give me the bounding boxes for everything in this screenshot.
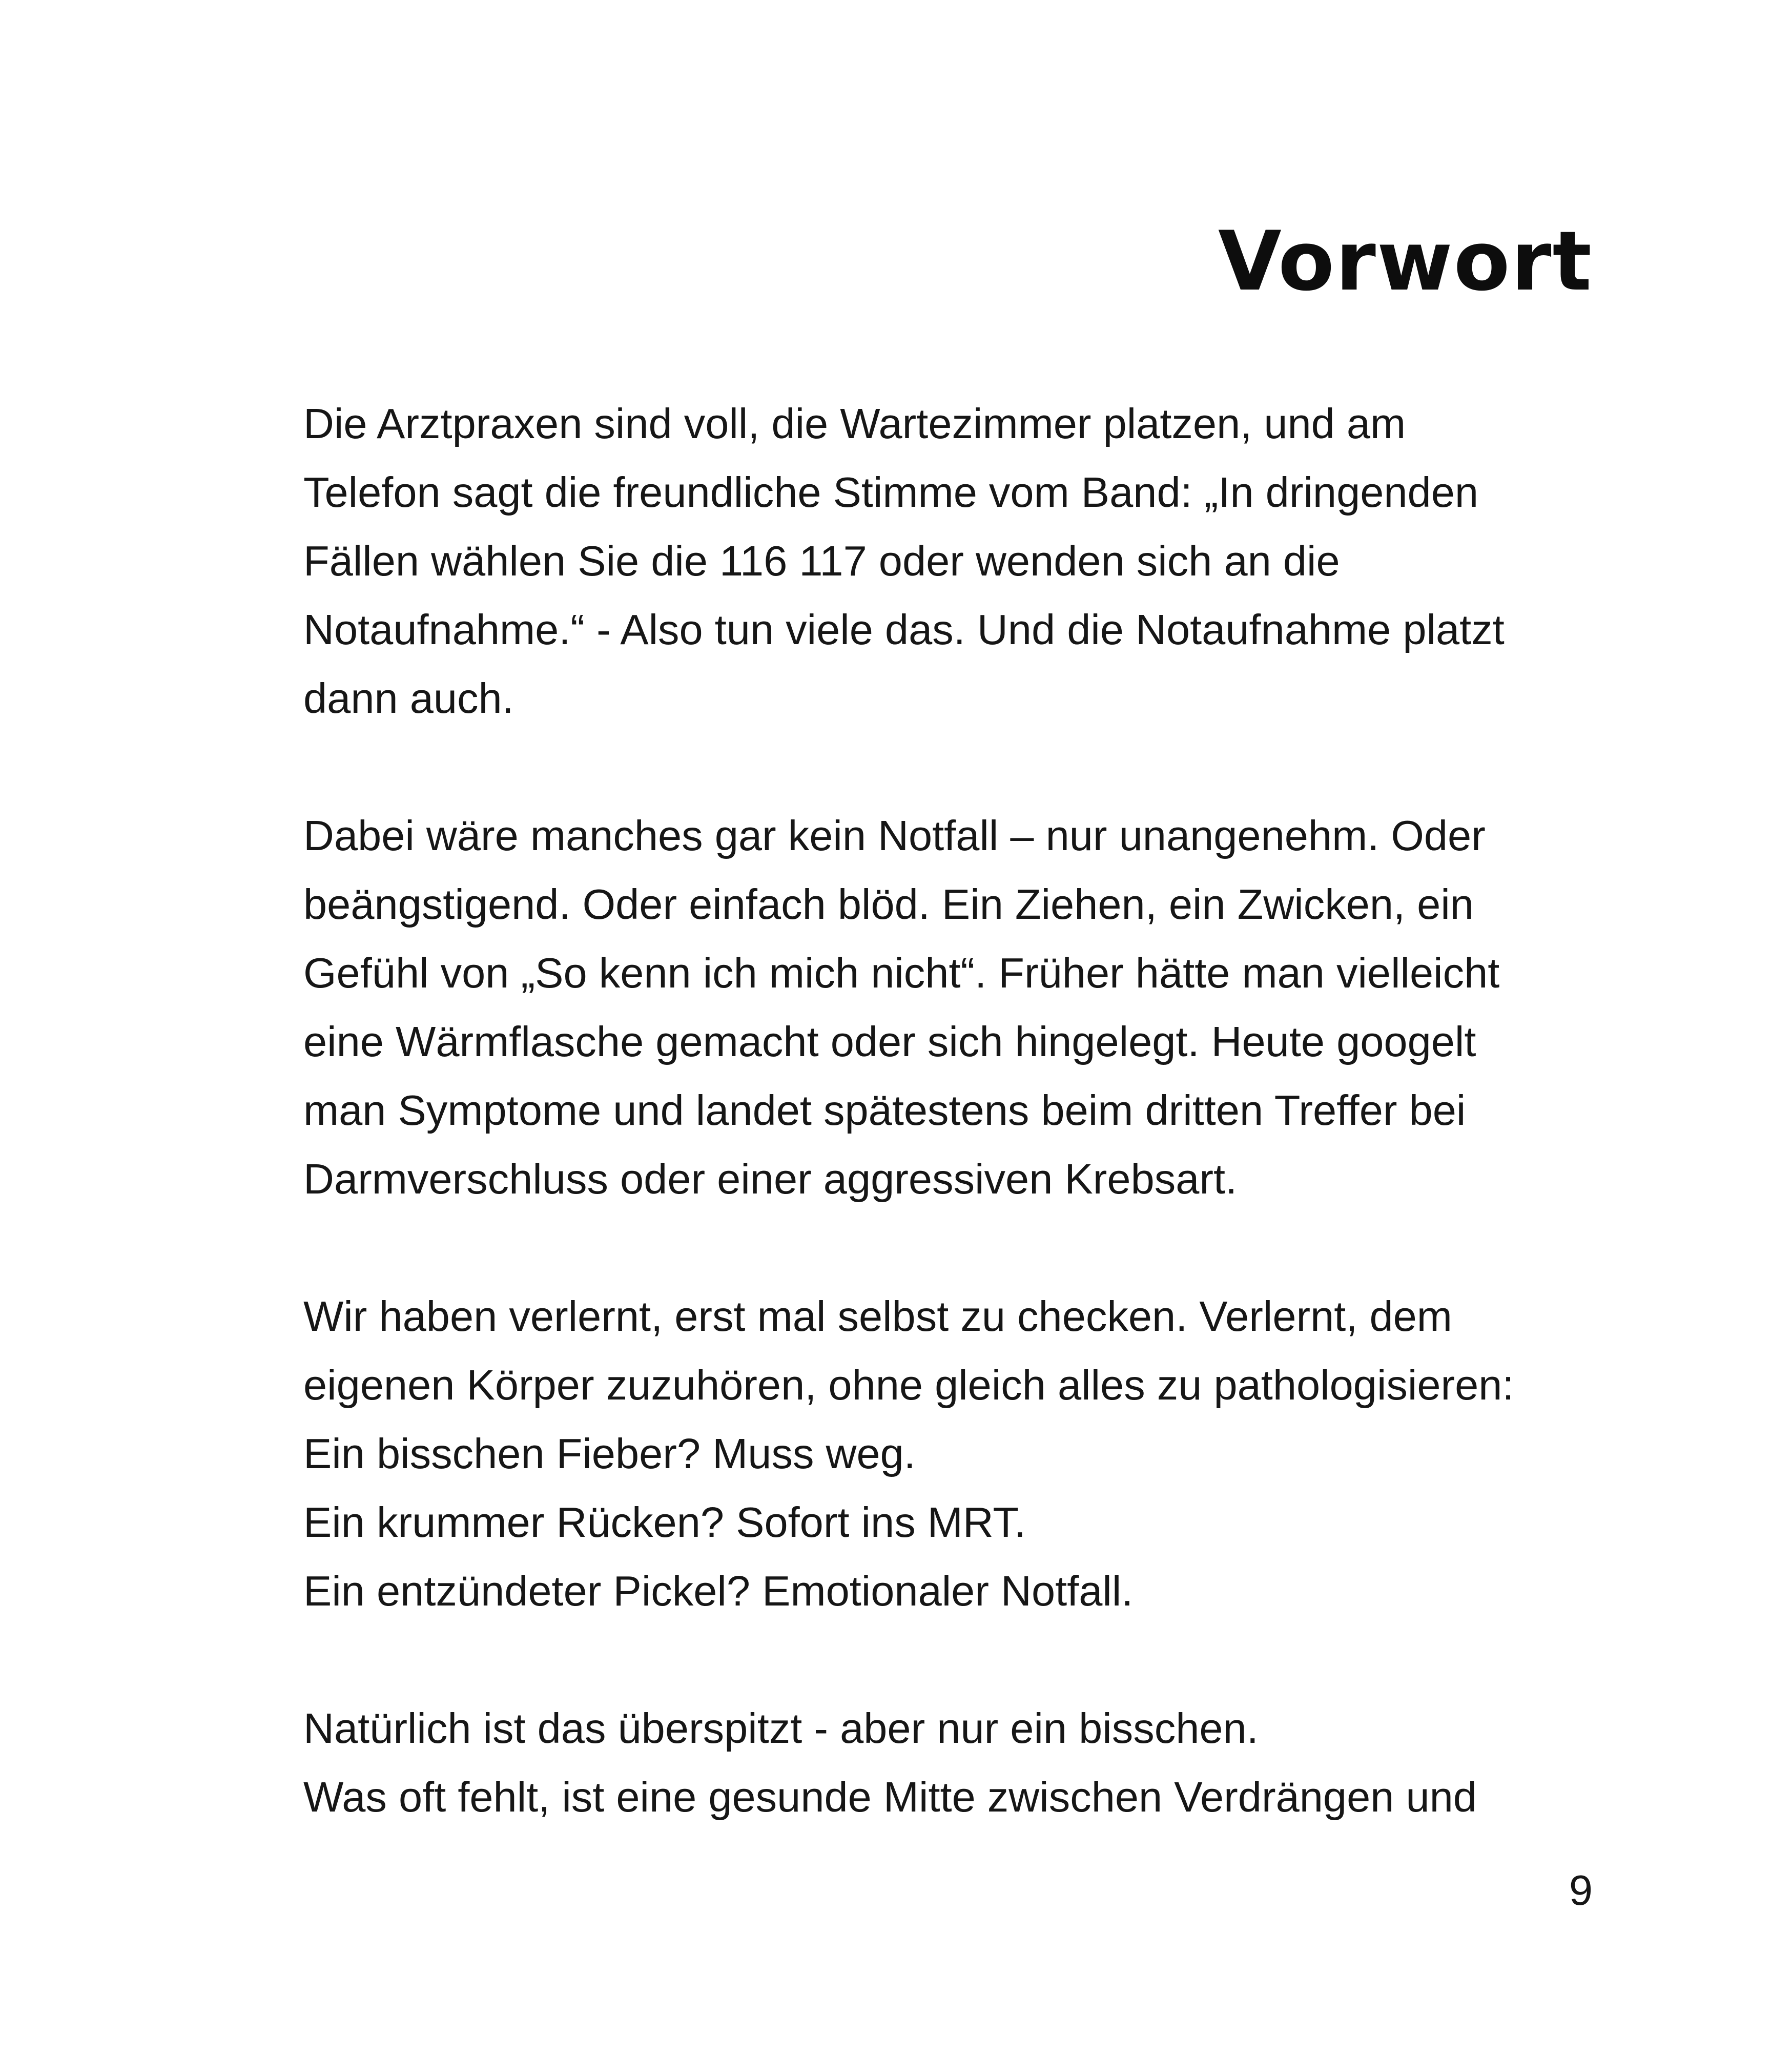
chapter-title: Vorwort [1218, 213, 1593, 309]
paragraph-spacer [303, 733, 1615, 801]
text-line: Notaufnahme.“ - Also tun viele das. Und die Notaufnahme platzt [303, 606, 1505, 653]
text-line: Ein entzündeter Pickel? Emotionaler Notfall. [303, 1567, 1134, 1615]
text-line: Wir haben verlernt, erst mal selbst zu checken. Verlernt, dem [303, 1292, 1452, 1340]
text-line: Gefühl von „So kenn ich mich nicht“. Früher hätte man vielleicht [303, 949, 1500, 997]
paragraph [303, 389, 1615, 733]
text-line: Dabei wäre manches gar kein Notfall – nur unangenehm. Oder [303, 812, 1486, 859]
text-line: Ein bisschen Fieber? Muss weg. [303, 1430, 916, 1477]
text-line: man Symptome und landet spätestens beim dritten Treffer bei [303, 1086, 1466, 1134]
text-line: Natürlich ist das überspitzt - aber nur ein bisschen. [303, 1704, 1259, 1752]
paragraph [303, 1282, 1615, 1625]
text-line: dann auch. [303, 674, 514, 722]
paragraph [303, 1694, 1615, 1831]
paragraph-spacer [303, 1213, 1615, 1282]
text-line: eigenen Körper zuzuhören, ohne gleich alles zu pathologisieren: [303, 1361, 1514, 1409]
paragraph [303, 801, 1615, 1213]
text-line: Ein krummer Rücken? Sofort ins MRT. [303, 1498, 1026, 1546]
page-number: 9 [1569, 1866, 1593, 1914]
text-line: Was oft fehlt, ist eine gesunde Mitte zwischen Verdrängen und [303, 1773, 1477, 1821]
text-line: Darmverschluss oder einer aggressiven Krebsart. [303, 1155, 1238, 1203]
paragraph-spacer [303, 1625, 1615, 1694]
text-line: beängstigend. Oder einfach blöd. Ein Ziehen, ein Zwicken, ein [303, 880, 1474, 928]
text-line: Fällen wählen Sie die 116 117 oder wenden sich an die [303, 537, 1340, 585]
body-text [303, 389, 1615, 1831]
text-line: Telefon sagt die freundliche Stimme vom Band: „In dringenden [303, 468, 1479, 516]
text-line: eine Wärmflasche gemacht oder sich hingelegt. Heute googelt [303, 1018, 1476, 1065]
text-line: Die Arztpraxen sind voll, die Wartezimmer platzen, und am [303, 400, 1406, 447]
